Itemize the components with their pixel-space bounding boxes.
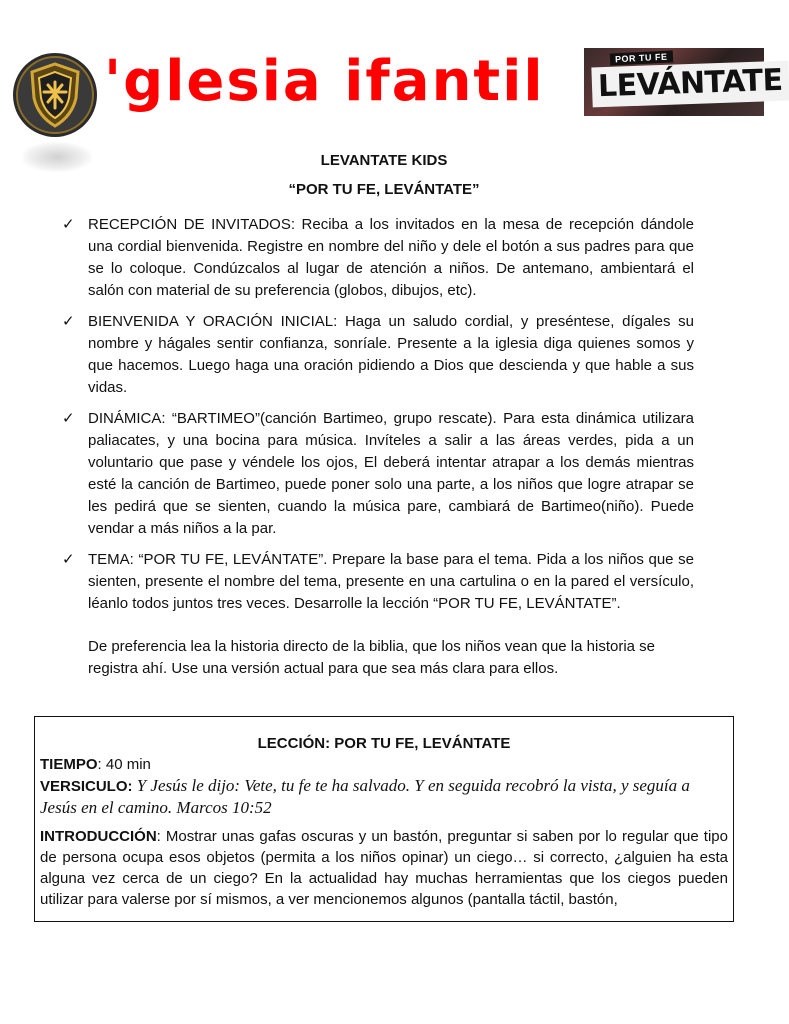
banner-top-label: POR TU FE — [610, 50, 673, 65]
list-item — [62, 408, 694, 540]
checkmark-icon: ✓ — [62, 551, 75, 568]
lesson-title: LECCIÓN: POR TU FE, LEVÁNTATE — [257, 735, 511, 752]
list-item — [62, 549, 694, 615]
list-item-text: RECEPCIÓN DE INVITADOS: Reciba a los invitados en la mesa de recepción dándole una cordial bienvenida. Registre en nombre del niño y dele el botón a sus padres para que se lo coloque. Condúzcalos al lugar de atención a niños. De antemano, ambientará el salón con material de su preferencia (globos, dibujos, etc). — [88, 216, 694, 299]
levantate-banner — [584, 48, 784, 116]
time-label: TIEMPO — [40, 756, 98, 773]
checkmark-icon: ✓ — [62, 313, 75, 330]
time-value: : 40 min — [97, 756, 151, 773]
list-item-text: BIENVENIDA Y ORACIÓN INICIAL: Haga un saludo cordial, y preséntese, dígales su nombre y hágales sentir confianza, sonríale. Presente a la iglesia diga quienes somos y que hacemos. Luego haga una oración pidiendo a Dios que descienda y que hable a sus vidas. — [88, 313, 694, 396]
document-subtitle: “POR TU FE, LEVÁNTATE” — [288, 181, 480, 198]
bible-reading-note: De preferencia lea la historia directo de la biblia, que los niños vean que la historia se registra ahí. Use una versión actual para que sea más clara para ellos. — [88, 638, 656, 677]
lesson-box — [34, 716, 734, 922]
checkmark-icon: ✓ — [62, 216, 75, 233]
verse-label: VERSICULO: — [40, 778, 133, 795]
banner-main-label: LEVÁNTATE — [591, 61, 789, 108]
lesson-time-row — [40, 754, 728, 775]
list-item — [62, 311, 694, 399]
lesson-verse-row — [40, 775, 728, 819]
list-item — [62, 214, 694, 302]
brand-title: 'glesia ifantil — [104, 49, 545, 114]
intro-text: : Mostrar unas gafas oscuras y un bastón, preguntar si saben por lo regular que tipo de persona ocupa esos objetos (permita a los niños opinar) un ciego… si correcto, ¿alguien ha esta alguna vez cerca de un ciego? En la actualidad hay muchas herramientas que los ciegos pueden utilizar para valerse por sí mismos, a ver mencionemos algunos (pantalla táctil, bastón, — [40, 828, 728, 908]
checkmark-icon: ✓ — [62, 410, 75, 427]
intro-label: INTRODUCCIÓN — [40, 828, 157, 845]
document-title: LEVANTATE KIDS — [320, 152, 448, 169]
list-item-text: TEMA: “POR TU FE, LEVÁNTATE”. Prepare la base para el tema. Pida a los niños que se sienten, presente el nombre del tema, presente en una cartulina o en la pared el versículo, léanlo todos juntos tres veces. Desarrolle la lección “POR TU FE, LEVÁNTATE”. — [88, 551, 694, 612]
church-shield-logo-icon — [12, 52, 98, 138]
activity-list — [62, 214, 694, 624]
list-item-text: DINÁMICA: “BARTIMEO”(canción Bartimeo, grupo rescate). Para esta dinámica utilizara paliacates, y una bocina para música. Invíteles a salir a las áreas verdes, pida a un voluntario que pase y véndele los ojos, El deberá intentar atrapar a los demás mientras esté la canción de Bartimeo, puede poner solo una parte, a los niños que logre atrapar se les pedirá que se sienten, cuando la música pare, cambiará de Bartimeo(niño). Puede vendar a más niños a la par. — [88, 410, 694, 537]
verse-text: Y Jesús le dijo: Vete, tu fe te ha salvado. Y en seguida recobró la vista, y seguía a Jesús en el camino. Marcos 10:52 — [40, 776, 690, 817]
lesson-introduction — [40, 826, 728, 910]
